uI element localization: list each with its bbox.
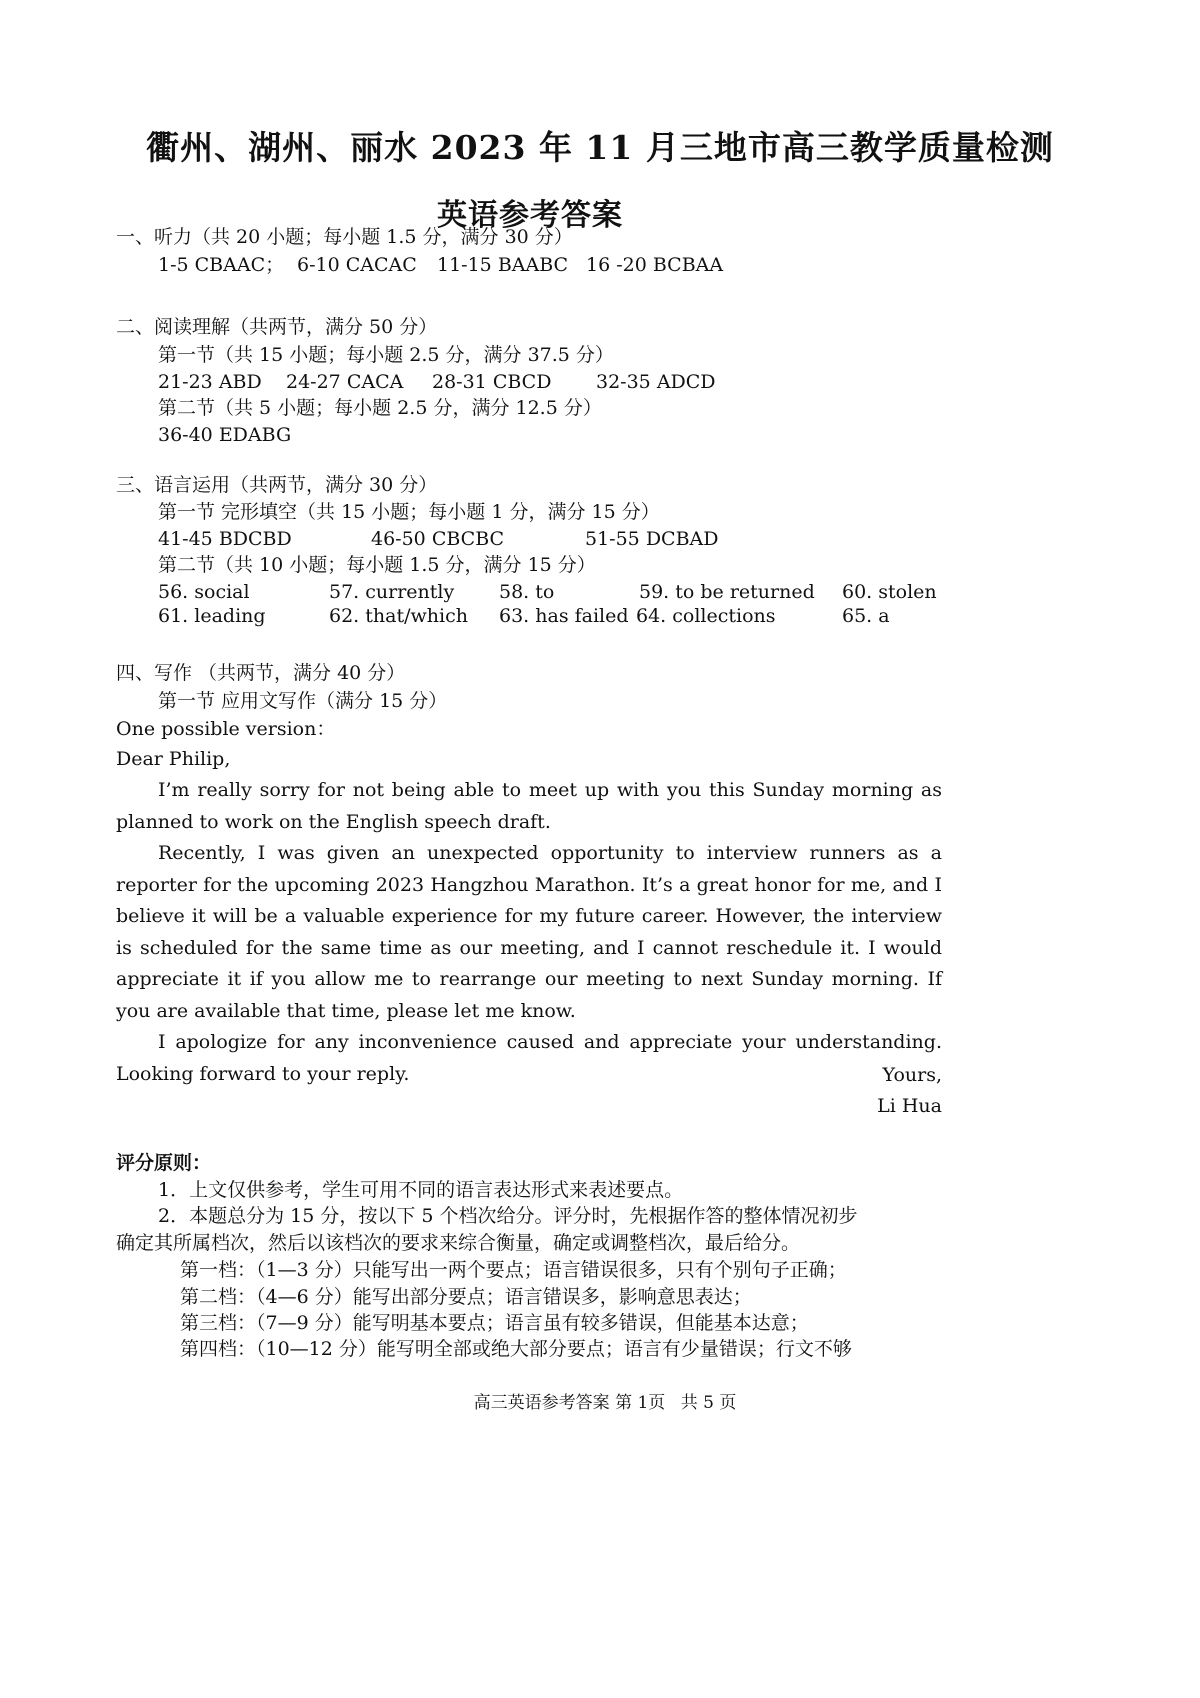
letter-body (116, 775, 942, 1090)
footer-total: 共 5 页 (680, 1393, 737, 1413)
footer-label: 高三英语参考答案 第 1页 (473, 1393, 666, 1413)
reading-answer: 21-23 ABD (158, 371, 262, 393)
reading-answer: 24-27 CACA (286, 371, 404, 393)
listening-answer: 6-10 CACAC (297, 254, 417, 276)
page-title: 衢州、湖州、丽水 2023 年 11 月三地市高三教学质量检测 (146, 128, 1054, 167)
reading-part1-heading: 第一节（共 15 小题；每小题 2.5 分，满分 37.5 分） (158, 344, 614, 366)
fill-answer: 65. a (842, 605, 890, 627)
reading-answer: 32-35 ADCD (596, 371, 716, 393)
fill-answer: 56. social (158, 581, 250, 603)
letter-signature: Li Hua (877, 1095, 942, 1117)
cloze-answer: 41-45 BDCBD (158, 528, 292, 550)
letter-paragraph: I apologize for any inconvenience caused and appreciate your understanding. Looking forward to your reply. (116, 1031, 942, 1085)
version-label: One possible version： (116, 718, 336, 740)
reading-answer: 28-31 CBCD (432, 371, 552, 393)
cloze-answer: 46-50 CBCBC (371, 528, 505, 550)
fill-answer: 63. has failed (499, 605, 629, 627)
scoring-rule-2: 2．本题总分为 15 分，按以下 5 个档次给分。评分时，先根据作答的整体情况初步 (158, 1205, 858, 1227)
page-subtitle: 英语参考答案 (437, 198, 623, 233)
reading-part2-heading: 第二节（共 5 小题；每小题 2.5 分，满分 12.5 分） (158, 397, 602, 419)
listening-answer: 16 -20 BCBAA (586, 254, 724, 276)
language-heading: 三、语言运用（共两节，满分 30 分） (116, 474, 438, 496)
fill-answer: 61. leading (158, 605, 266, 627)
scoring-level: 第一档：（1—3 分）只能写出一两个要点；语言错误很多，只有个别句子正确； (180, 1259, 847, 1281)
listening-heading: 一、听力（共 20 小题；每小题 1.5 分，满分 30 分） (116, 226, 573, 248)
fill-answer: 60. stolen (842, 581, 937, 603)
listening-answer: 11-15 BAABC (437, 254, 569, 276)
letter-paragraph: Recently, I was given an unexpected opportunity to interview runners as a reporter for the upcoming 2023 Hangzhou Marathon. It’s a great honor for me, and I believe it will be a valuable experience for my future career. However, the interview is scheduled for the same time as our meeting, and I cannot reschedule it. I would appreciate it if you allow me to rearrange our meeting to next Sunday morning. If you are available that time, please let me know. (116, 842, 942, 1022)
reading-heading: 二、阅读理解（共两节，满分 50 分） (116, 316, 438, 338)
scoring-level: 第二档：（4—6 分）能写出部分要点；语言错误多，影响意思表达； (180, 1286, 752, 1308)
letter-paragraph: I’m really sorry for not being able to meet up with you this Sunday morning as planned to work on the English speech draft. (116, 779, 942, 833)
fill-answer: 62. that/which (329, 605, 468, 627)
scoring-rule-1: 1．上文仅供参考，学生可用不同的语言表达形式来表述要点。 (158, 1179, 684, 1201)
listening-answer: 1-5 CBAAC； (158, 254, 285, 276)
language-part2-heading: 第二节（共 10 小题；每小题 1.5 分，满分 15 分） (158, 554, 596, 576)
writing-heading: 四、写作 （共两节，满分 40 分） (116, 662, 406, 684)
scoring-rule-2-cont: 确定其所属档次，然后以该档次的要求来综合衡量，确定或调整档次，最后给分。 (116, 1232, 801, 1254)
page-footer (0, 1388, 1200, 1413)
scoring-heading: 评分原则： (116, 1152, 212, 1174)
fill-answer: 64. collections (636, 605, 776, 627)
language-part1-heading: 第一节 完形填空（共 15 小题；每小题 1 分，满分 15 分） (158, 501, 660, 523)
fill-answer: 57. currently (329, 581, 455, 603)
writing-part1-heading: 第一节 应用文写作（满分 15 分） (158, 690, 448, 712)
fill-answer: 59. to be returned (639, 581, 815, 603)
fill-answer: 58. to (499, 581, 555, 603)
cloze-answer: 51-55 DCBAD (585, 528, 719, 550)
letter-closing: Yours, (882, 1064, 942, 1086)
scoring-level: 第三档：（7—9 分）能写明基本要点；语言虽有较多错误，但能基本达意； (180, 1312, 809, 1334)
letter-greeting: Dear Philip, (116, 748, 231, 770)
scoring-level: 第四档：（10—12 分）能写明全部或绝大部分要点；语言有少量错误；行文不够 (180, 1338, 852, 1360)
reading-part2-answer: 36-40 EDABG (158, 424, 292, 446)
